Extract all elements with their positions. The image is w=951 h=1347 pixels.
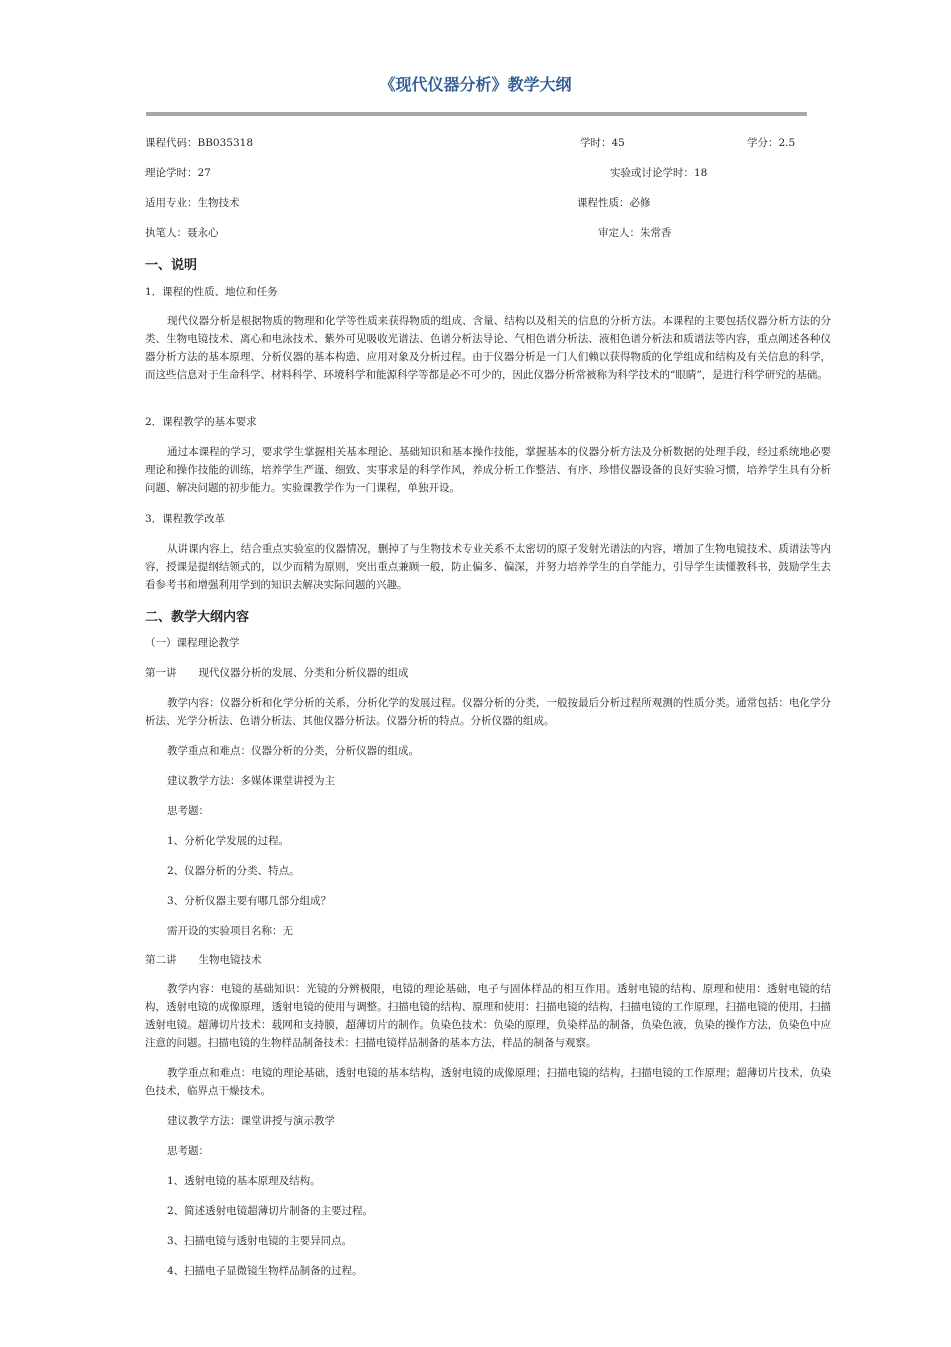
lecture-1-questions-label: 思考题： — [167, 805, 209, 817]
lecture-1-number: 第一讲 — [145, 667, 177, 679]
theory-teaching-subheading: （一）课程理论教学 — [145, 637, 240, 649]
lecture-2-content: 教学内容：电镜的基础知识：光镜的分辨极限，电镜的理论基础，电子与固体样品的相互作用。透射电镜的结构、原理和使用：透射电镜的结构，透射电镜的成像原理，透射电镜的使用与调整。扫描电镜的结构、原理和使用：扫描电镜的结构，扫描电镜的工作原理，扫描电镜的使用，扫描透射电镜。超薄切片技术：载网和支持膜，超薄切片的制作。负染色技术：负染的原理，负染样品的制备，负染色液，负染的操作方法，负染色中应注意的问题。扫描电镜的生物样品制备技术：扫描电镜样品制备的基本方法，样品的制备与观察。 — [145, 983, 831, 1049]
course-hours: 学时：45 — [580, 137, 625, 149]
section-heading-2: 二、教学大纲内容 — [145, 610, 250, 625]
reviewer: 审定人：朱常香 — [598, 227, 672, 239]
lecture-1-question: 3、分析仪器主要有哪几部分组成？ — [167, 895, 332, 907]
lecture-2-questions-label: 思考题： — [167, 1145, 209, 1157]
lecture-2-title: 生物电镜技术 — [198, 954, 262, 966]
lecture-2-question: 3、扫描电镜与透射电镜的主要异同点。 — [167, 1235, 353, 1247]
lecture-2-method: 建议教学方法：课堂讲授与演示教学 — [167, 1115, 335, 1127]
lecture-2-heading — [145, 953, 262, 967]
lecture-1-question: 2、仪器分析的分类、特点。 — [167, 865, 300, 877]
subsection-title-requirements: 2．课程教学的基本要求 — [145, 416, 257, 428]
course-nature: 课程性质：必修 — [577, 197, 651, 209]
lecture-1-question: 1、分析化学发展的过程。 — [167, 835, 290, 847]
lecture-2-question: 1、透射电镜的基本原理及结构。 — [167, 1175, 321, 1187]
document-title: 《现代仪器分析》教学大纲 — [379, 75, 572, 94]
lecture-2-question: 4、扫描电子显微镜生物样品制备的过程。 — [167, 1265, 363, 1277]
lecture-1-method: 建议教学方法：多媒体课堂讲授为主 — [167, 775, 335, 787]
course-credits: 学分：2.5 — [747, 137, 796, 149]
title-divider — [146, 112, 807, 116]
applicable-major: 适用专业：生物技术 — [145, 197, 240, 209]
lecture-1-content: 教学内容：仪器分析和化学分析的关系，分析化学的发展过程。仪器分析的分类，一般按最后分析过程所观测的性质分类。通常包括：电化学分析法、光学分析法、色谱分析法、其他仪器分析法。仪器分析的特点。分析仪器的组成。 — [145, 697, 831, 727]
lab-hours: 实验或讨论学时：18 — [610, 167, 708, 179]
paragraph-requirements: 通过本课程的学习，要求学生掌握相关基本理论、基础知识和基本操作技能，掌握基本的仪器分析方法及分析数据的处理手段，经过系统地必要理论和操作技能的训练，培养学生严谨、细致、实事求是的科学作风，养成分析工作整洁、有序、珍惜仪器设备的良好实验习惯，培养学生具有分析问题、解决问题的初步能力。实验课教学作为一门课程，单独开设。 — [145, 446, 831, 494]
course-code: 课程代码：BB035318 — [145, 137, 254, 149]
lecture-2-question: 2、简述透射电镜超薄切片制备的主要过程。 — [167, 1205, 374, 1217]
lecture-1-heading — [145, 666, 409, 680]
paragraph-reform: 从讲课内容上，结合重点实验室的仪器情况，删掉了与生物技术专业关系不太密切的原子发射光谱法的内容，增加了生物电镜技术、质谱法等内容，授课是提纲结领式的，以少而精为原则，突出重点兼顾一般，防止偏多、偏深，并努力培养学生的自学能力，引导学生读懂教科书，鼓励学生去看参考书和增强利用学到的知识去解决实际问题的兴趣。 — [145, 543, 831, 591]
theory-hours: 理论学时：27 — [145, 167, 211, 179]
author: 执笔人：聂永心 — [145, 227, 219, 239]
lecture-2-key-points: 教学重点和难点：电镜的理论基础，透射电镜的基本结构，透射电镜的成像原理；扫描电镜的结构，扫描电镜的工作原理；超薄切片技术，负染色技术，临界点干燥技术。 — [145, 1067, 831, 1097]
lecture-1-lab: 需开设的实验项目名称：无 — [167, 925, 293, 937]
lecture-1-key-points: 教学重点和难点：仪器分析的分类，分析仪器的组成。 — [167, 745, 419, 757]
paragraph-nature: 现代仪器分析是根据物质的物理和化学等性质来获得物质的组成、含量、结构以及相关的信息的分析方法。本课程的主要包括仪器分析方法的分类、生物电镜技术、离心和电泳技术、紫外可见吸收光谱法、色谱分析法导论、气相色谱分析法、液相色谱分析法和质谱法等内容，重点阐述各种仪器分析方法的基本原理、分析仪器的基本构造、应用对象及分析过程。由于仪器分析是一门人们赖以获得物质的化学组成和结构及有关信息的科学，而这些信息对于生命科学、材料科学、环境科学和能源科学等都是必不可少的，因此仪器分析常被称为科学技术的“眼睛”，是进行科学研究的基础。 — [145, 315, 831, 381]
lecture-1-title: 现代仪器分析的发展、分类和分析仪器的组成 — [198, 667, 409, 679]
subsection-title-nature: 1．课程的性质、地位和任务 — [145, 286, 278, 298]
section-heading-1: 一、说明 — [145, 258, 198, 273]
subsection-title-reform: 3．课程教学改革 — [145, 513, 226, 525]
lecture-2-number: 第二讲 — [145, 954, 177, 966]
